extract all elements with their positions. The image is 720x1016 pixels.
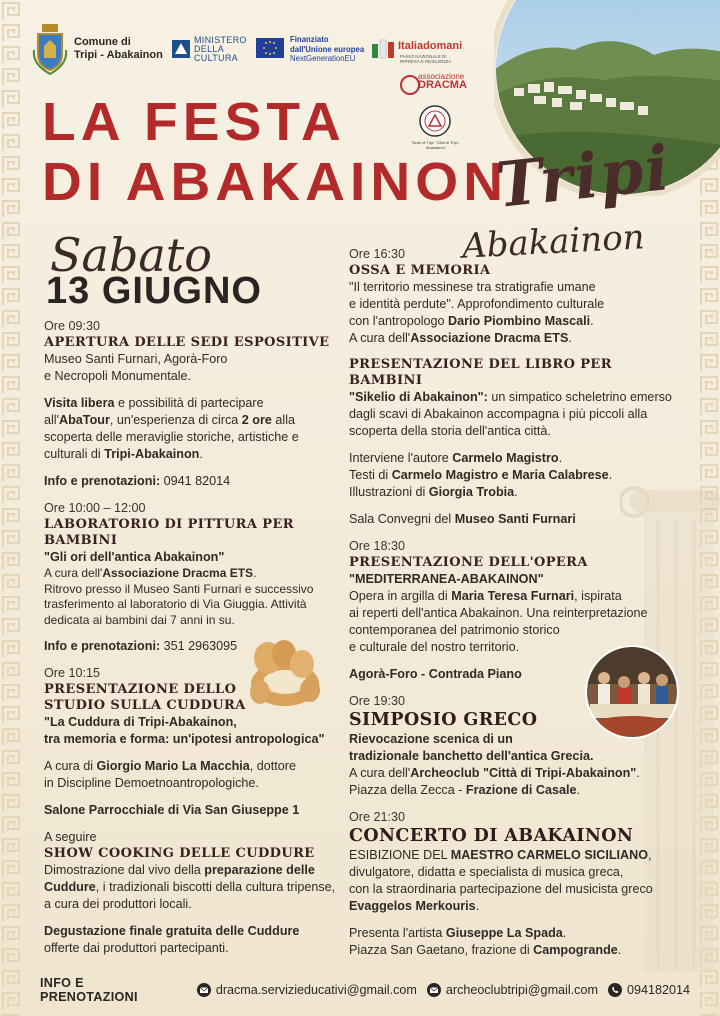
- event-text: [349, 484, 675, 501]
- event-text: ai reperti dell'antica Abakainon. Una reinterpretazione: [349, 606, 648, 620]
- text-span: e possibilità di partecipare: [114, 396, 264, 410]
- italiadomani-sub: PIANO NAZIONALE DI RIPRESA E RESILIENZA: [400, 54, 452, 64]
- bold-text: Archeoclub "Città di Tripi-Abakainon": [410, 766, 637, 780]
- dracma-line2: DRACMA: [418, 79, 467, 91]
- bold-text: Carmelo Magistro e Maria Calabrese: [391, 468, 609, 482]
- text-span: .: [199, 447, 203, 461]
- comune-line2: Tripi - Abakainon: [74, 49, 163, 61]
- event-text: scoperta della storia dell'antica città.: [349, 424, 551, 438]
- brand-abakainon-script: Abakainon: [461, 217, 646, 267]
- event-subtitle: tra memoria e forma: un'ipotesi antropologica": [44, 732, 325, 746]
- bold-text: Visita libera: [44, 396, 115, 410]
- text-span: .: [617, 943, 622, 957]
- eu-line3: NextGenerationEU: [290, 54, 356, 63]
- footer-phone[interactable]: [608, 983, 690, 997]
- bold-text: Giorgia Trobia: [428, 485, 515, 499]
- text-span: Illustrazioni di: [349, 485, 429, 499]
- text-span: A cura dell': [44, 566, 103, 580]
- event-text: [44, 395, 344, 412]
- text-span: A cura dell': [349, 766, 411, 780]
- greek-key-border-left: [0, 0, 22, 1016]
- event-time: Ore 09:30: [44, 319, 101, 333]
- event-text: [349, 847, 675, 864]
- program-right-column: [349, 246, 675, 959]
- eu-line1: Finanziato: [290, 35, 329, 44]
- bold-text: Evaggelos Merkouris: [349, 899, 476, 913]
- event-text: con la straordinaria partecipazione del musicista greco: [349, 882, 653, 896]
- bold-text: 2 ore: [241, 413, 272, 427]
- bold-text: Cuddure: [44, 880, 96, 894]
- bold-text: Dario Piombino Mascali: [448, 314, 591, 328]
- event-text: [349, 898, 675, 915]
- text-span: Presenta l'artista: [349, 926, 446, 940]
- event-title: STUDIO SULLA CUDDURA: [44, 698, 246, 713]
- text-span: con l'antropologo: [349, 314, 449, 328]
- comune-crest-icon: [30, 20, 70, 76]
- event-place: Salone Parrocchiale di Via San Giuseppe 1: [44, 803, 300, 817]
- dracma-line1: associazione: [418, 72, 465, 81]
- event-title: PRESENTAZIONE DEL LIBRO PER BAMBINI: [349, 357, 612, 388]
- text-span: , dottore: [249, 759, 296, 773]
- event-text: [349, 925, 675, 942]
- event-place: Agorà-Foro - Contrada Piano: [349, 667, 522, 681]
- text-span: A cura dell': [349, 331, 411, 345]
- event-text-block: [44, 566, 344, 628]
- text-span: ,: [648, 848, 652, 862]
- bold-text: preparazione delle: [204, 863, 315, 877]
- text-span: all': [44, 413, 60, 427]
- event-text: tradizionale banchetto dell'antica Grecia.: [349, 749, 594, 763]
- event-text: divulgatore, didatta e specialista di musica greca,: [349, 865, 624, 879]
- event-text: scoperta delle meraviglie storiche, artistiche e: [44, 430, 299, 444]
- text-span: .: [562, 926, 567, 940]
- event-text: [44, 862, 344, 879]
- text-span: .: [558, 451, 563, 465]
- info-label: Info e prenotazioni:: [44, 639, 164, 653]
- event-text: a cura dei produttori locali.: [44, 897, 192, 911]
- event-text: Ritrovo presso il Museo Santi Furnari e successivo: [44, 581, 314, 596]
- event-text: [349, 467, 675, 484]
- event-text: [349, 765, 675, 782]
- simposio-banquet-photo: [584, 644, 680, 740]
- event-subtitle: "La Cuddura di Tripi-Abakainon,: [44, 715, 237, 729]
- text-span: .: [576, 783, 580, 797]
- text-span: Dimostrazione dal vivo della: [44, 863, 205, 877]
- event-text: trasferimento al laboratorio di Via Giuggia. Attività: [44, 597, 307, 611]
- text-span: .: [636, 766, 640, 780]
- italiadomani-text: Italiadomani: [398, 40, 463, 52]
- event-text: e identità perdute". Approfondimento culturale: [349, 297, 605, 311]
- event-subtitle: "Gli ori dell'antica Abakainon": [44, 550, 225, 564]
- email-link[interactable]: archeoclubtripi@gmail.com: [445, 983, 598, 997]
- bold-text: Frazione di Casale: [465, 783, 577, 797]
- bold-text: Associazione Dracma ETS: [410, 331, 569, 345]
- bold-text: Museo Santi Furnari: [454, 512, 576, 526]
- event-text: [44, 566, 344, 582]
- ministero-text: [194, 36, 247, 63]
- event-title: SHOW COOKING DELLE CUDDURE: [44, 846, 315, 861]
- eu-flag-icon: [256, 38, 284, 58]
- event-text: Rievocazione scenica di un: [349, 732, 513, 746]
- text-span: ESIBIZIONE DEL: [349, 848, 451, 862]
- text-span: A cura di: [44, 759, 97, 773]
- phone-number[interactable]: 094182014: [626, 983, 690, 997]
- event-text: [349, 389, 675, 406]
- footer-email1[interactable]: [197, 983, 417, 997]
- text-span: .: [514, 485, 518, 499]
- event-text: [349, 588, 675, 605]
- event-time: Ore 16:30: [349, 247, 406, 261]
- info-phone[interactable]: 0941 82014: [163, 474, 231, 488]
- dracma-text: [418, 72, 467, 90]
- text-span: , ispirata: [574, 589, 622, 603]
- event-text: e culturale del nostro territorio.: [349, 640, 520, 654]
- event-title: PRESENTAZIONE DELLO: [44, 682, 237, 697]
- event-subtitle: "MEDITERRANEA-ABAKAINON": [349, 572, 544, 586]
- event-title: OSSA E MEMORIA: [349, 263, 491, 278]
- title-line1: LA FESTA: [42, 92, 346, 152]
- event-text: dedicata ai bambini dai 7 anni in su.: [44, 612, 235, 627]
- event-title: APERTURA DELLE SEDI ESPOSITIVE: [44, 335, 330, 350]
- bold-text: Giuseppe La Spada: [445, 926, 563, 940]
- event-text: [349, 782, 675, 799]
- event-time: Ore 10:15: [44, 666, 101, 680]
- text-span: , un'esperienza di circa: [109, 413, 242, 427]
- footer-email2[interactable]: [427, 983, 598, 997]
- eu-line2: dall'Unione europea: [290, 44, 365, 54]
- ministero-line1: MINISTERO: [194, 35, 247, 45]
- event-date: 13 GIUGNO: [46, 270, 262, 312]
- text-span: culturali di: [44, 447, 105, 461]
- footer-label: INFO E PRENOTAZIONI: [40, 976, 138, 1004]
- mail-icon: [427, 983, 441, 997]
- event-text: [44, 758, 344, 775]
- event-time: Ore 10:00 – 12:00: [44, 501, 146, 515]
- text-span: un simpatico scheletrino emerso: [487, 390, 672, 404]
- cuddura-biscuit-image: [244, 636, 326, 716]
- bold-text: Maria Teresa Furnari: [451, 589, 575, 603]
- text-span: .: [608, 468, 613, 482]
- day-name: Sabato: [50, 228, 212, 282]
- comune-line1: Comune di: [74, 36, 131, 48]
- italiadomani-logo-icon: [370, 38, 398, 62]
- mail-icon: [197, 983, 211, 997]
- bold-text: Campogrande: [533, 943, 618, 957]
- main-title: [42, 92, 508, 212]
- info-line: [44, 473, 344, 490]
- event-title: CONCERTO DI ABAKAINON: [349, 826, 634, 846]
- event-text: [44, 446, 344, 463]
- brand-tripi-script: Tripi: [492, 131, 675, 222]
- event-time: Ore 18:30: [349, 539, 406, 553]
- info-label: Info e prenotazioni:: [44, 474, 164, 488]
- event-text: "Il territorio messinese tra stratigrafie umane: [349, 280, 596, 294]
- text-span: .: [568, 331, 572, 345]
- email-link[interactable]: dracma.servizieducativi@gmail.com: [215, 983, 417, 997]
- ministero-line2: DELLA: [194, 44, 225, 54]
- info-phone[interactable]: 351 2963095: [163, 639, 238, 653]
- bold-text: Tripi-Abakainon: [104, 447, 200, 461]
- event-text: in Discipline Demoetnoantropologiche.: [44, 776, 259, 790]
- text-span: .: [475, 899, 480, 913]
- text-span: Piazza della Zecca -: [349, 783, 466, 797]
- event-text: [44, 879, 344, 896]
- event-text: Museo Santi Furnari, Agorà-Foro: [44, 352, 228, 366]
- text-span: Testi di: [349, 468, 392, 482]
- event-title: LABORATORIO DI PITTURA PER BAMBINI: [44, 517, 294, 548]
- event-title: PRESENTAZIONE DELL'OPERA: [349, 555, 588, 570]
- text-span: Piazza San Gaetano, frazione di: [349, 943, 534, 957]
- event-text: e Necropoli Monumentale.: [44, 369, 192, 383]
- footer-contacts: [40, 976, 690, 1004]
- event-text: [44, 412, 344, 429]
- text-span: Sala Convegni del: [349, 512, 455, 526]
- event-place: [349, 511, 675, 528]
- text-span: , i tradizionali biscotti della cultura tripense,: [95, 880, 336, 894]
- bold-text: AbaTour: [59, 413, 110, 427]
- event-text: contemporanea del patrimonio storico: [349, 623, 560, 637]
- text-span: .: [590, 314, 594, 328]
- event-time: Ore 19:30: [349, 694, 406, 708]
- event-text: [349, 450, 675, 467]
- bold-text: Giorgio Mario La Macchia: [96, 759, 250, 773]
- text-span: alla: [271, 413, 295, 427]
- event-pre: A seguire: [44, 830, 97, 844]
- bold-text: Associazione Dracma ETS: [102, 566, 254, 580]
- text-span: Interviene l'autore: [349, 451, 453, 465]
- event-text: dagli scavi di Abakainon accompagna i più piccoli alla: [349, 407, 648, 421]
- event-text: [349, 330, 675, 347]
- phone-icon: [608, 983, 622, 997]
- bold-text: "Sikelio di Abakainon":: [349, 390, 488, 404]
- archeoclub-caption: Sede di Tripi "Città di Tripi - Abakainon": [411, 140, 461, 150]
- ministero-line3: CULTURA: [194, 53, 238, 63]
- event-title: SIMPOSIO GRECO: [349, 710, 538, 730]
- event-text: offerte dai produttori partecipanti.: [44, 941, 229, 955]
- bold-text: Carmelo Magistro: [452, 451, 559, 465]
- bold-text: MAESTRO CARMELO SICILIANO: [450, 848, 649, 862]
- event-text: [349, 942, 675, 959]
- event-text: [349, 313, 675, 330]
- event-time: Ore 21:30: [349, 810, 406, 824]
- text-span: Opera in argilla di: [349, 589, 452, 603]
- title-line2: DI ABAKAINON: [42, 152, 509, 212]
- event-text: Degustazione finale gratuita delle Cuddure: [44, 924, 300, 938]
- text-span: .: [253, 566, 257, 580]
